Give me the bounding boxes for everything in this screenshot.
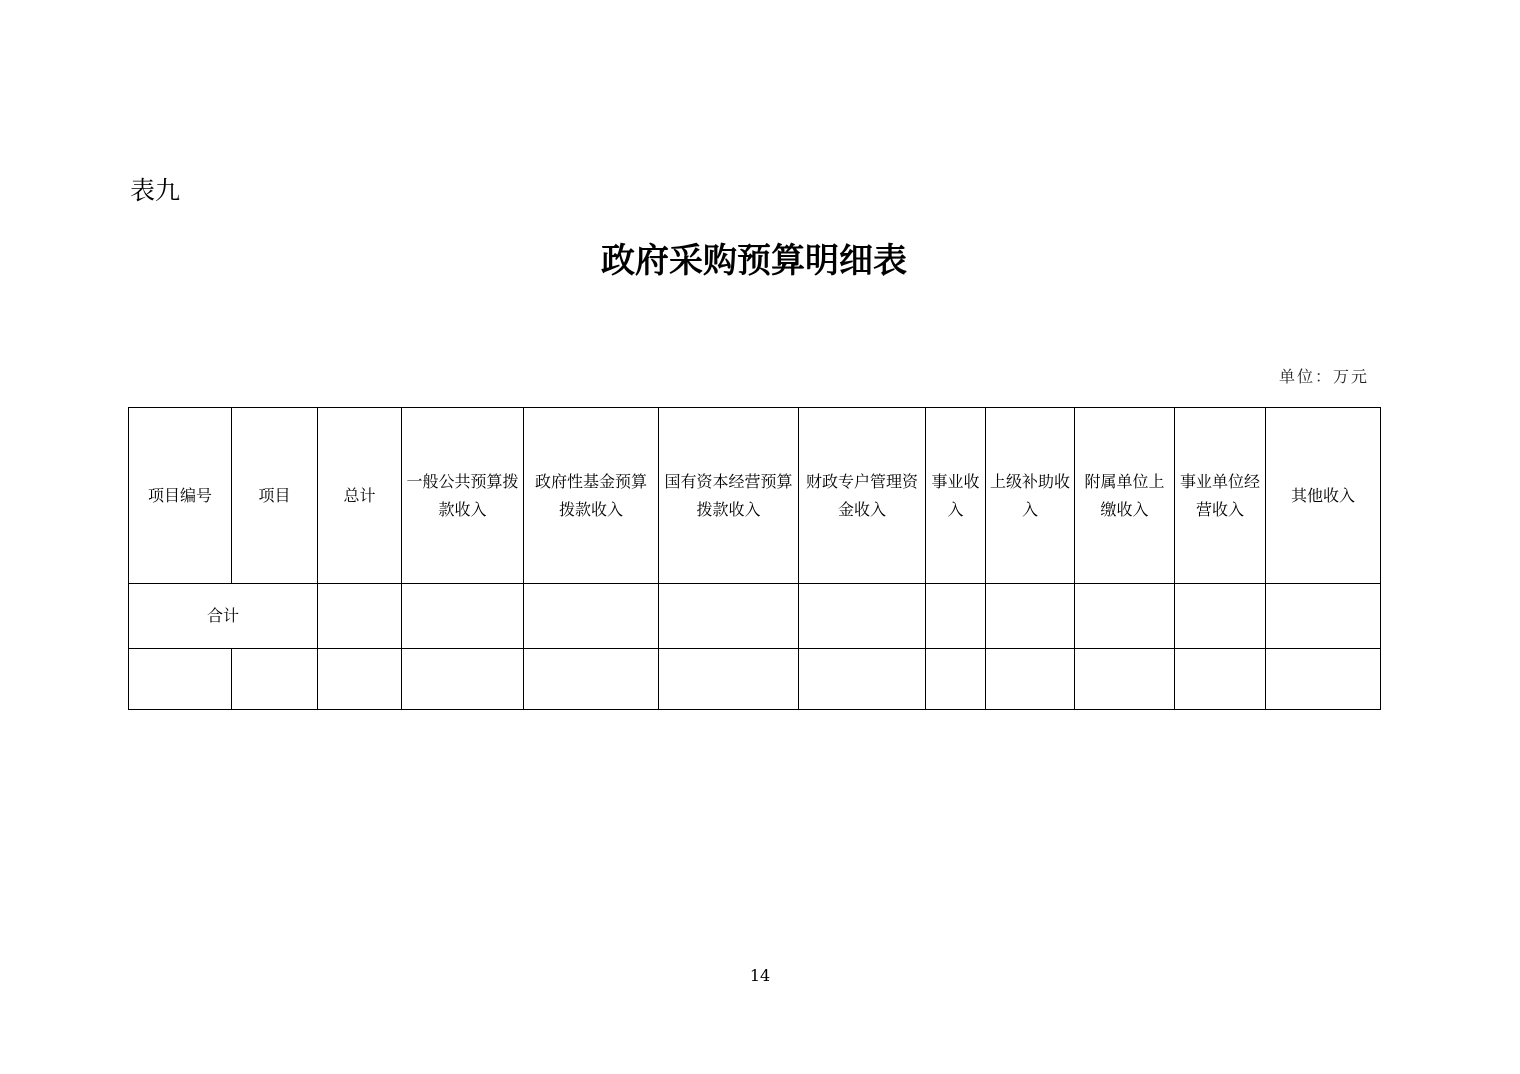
total-cell <box>926 584 986 649</box>
page-number: 14 <box>749 966 771 985</box>
table-cell <box>799 649 926 710</box>
total-cell <box>986 584 1075 649</box>
header-special-account: 财政专户管理资金收入 <box>799 408 926 584</box>
header-gov-fund: 政府性基金预算拨款收入 <box>524 408 659 584</box>
total-cell <box>524 584 659 649</box>
header-affiliated-unit: 附属单位上缴收入 <box>1075 408 1175 584</box>
document-title: 政府采购预算明细表 <box>601 241 907 281</box>
table-cell <box>524 649 659 710</box>
table-cell <box>1175 649 1266 710</box>
total-cell <box>799 584 926 649</box>
total-label-cell: 合计 <box>129 584 318 649</box>
table-cell <box>402 649 524 710</box>
table-cell <box>1266 649 1381 710</box>
total-cell <box>1175 584 1266 649</box>
header-row <box>129 408 1381 584</box>
table-cell <box>659 649 799 710</box>
table-row <box>129 649 1381 710</box>
table-number-label: 表九 <box>130 176 181 205</box>
total-cell <box>1075 584 1175 649</box>
table-cell <box>1075 649 1175 710</box>
total-cell <box>318 584 402 649</box>
table-cell <box>926 649 986 710</box>
procurement-budget-table <box>128 407 1381 710</box>
total-cell <box>1266 584 1381 649</box>
table-cell <box>129 649 232 710</box>
header-project-code: 项目编号 <box>129 408 232 584</box>
header-state-capital: 国有资本经营预算拨款收入 <box>659 408 799 584</box>
total-row <box>129 584 1381 649</box>
unit-label: 单位：万元 <box>1278 367 1369 386</box>
header-general-budget: 一般公共预算拨款收入 <box>402 408 524 584</box>
header-operating-income: 事业单位经营收入 <box>1175 408 1266 584</box>
header-project: 项目 <box>232 408 318 584</box>
table-cell <box>232 649 318 710</box>
header-superior-subsidy: 上级补助收入 <box>986 408 1075 584</box>
table-cell <box>986 649 1075 710</box>
total-cell <box>402 584 524 649</box>
header-total: 总计 <box>318 408 402 584</box>
total-cell <box>659 584 799 649</box>
table-cell <box>318 649 402 710</box>
header-other-income: 其他收入 <box>1266 408 1381 584</box>
header-business-income: 事业收入 <box>926 408 986 584</box>
